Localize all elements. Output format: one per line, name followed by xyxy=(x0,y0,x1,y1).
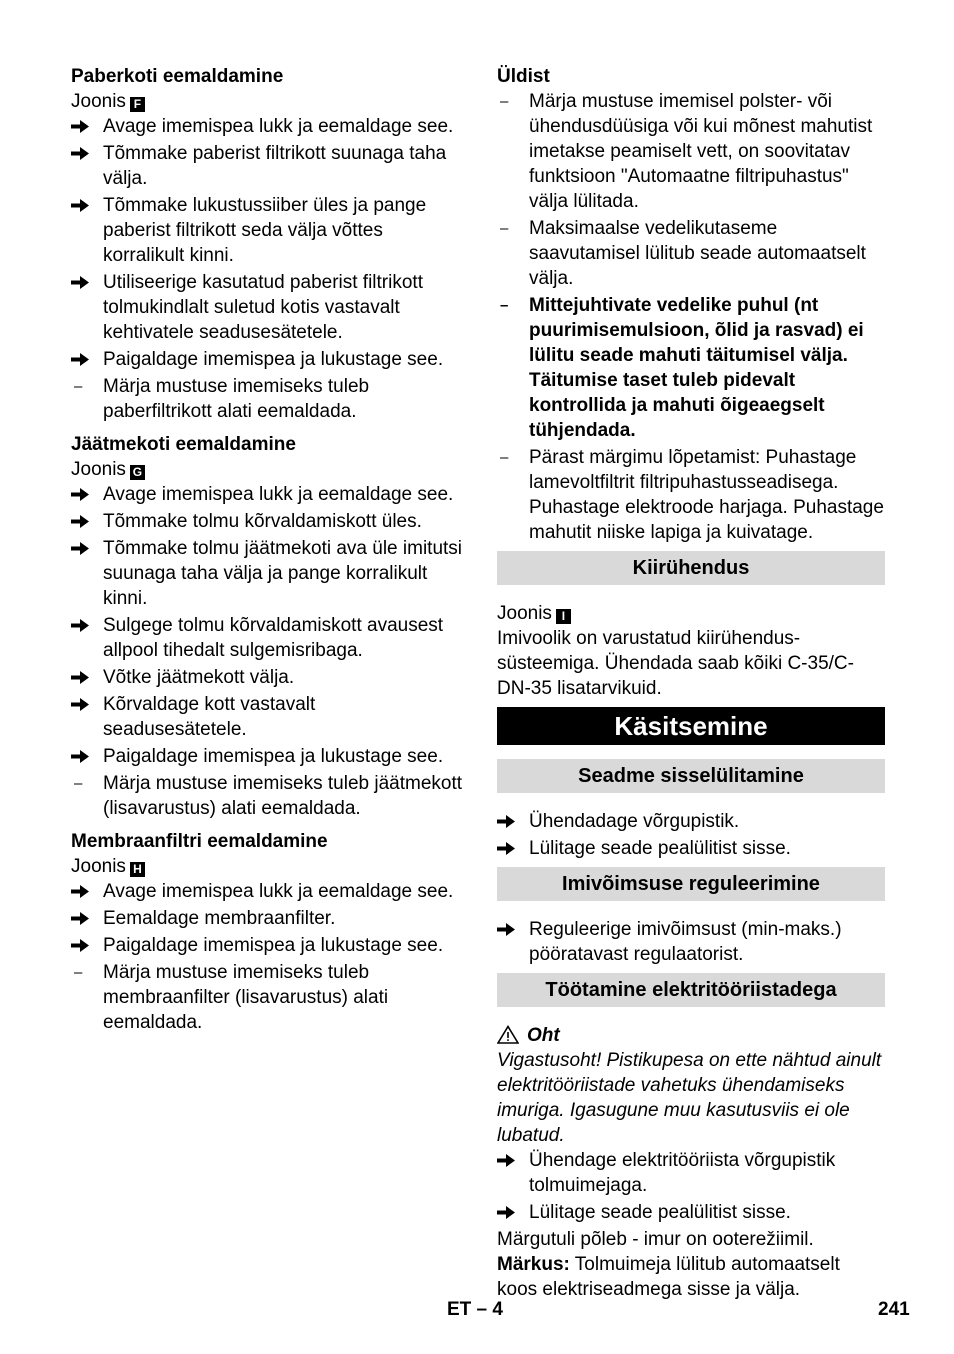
dash-item: – Märja mustuse imemisel polster- või ühendusdüüsiga või kui mõnest mahutist imetakse peamiselt vett, on soovitatav funktsioon "Automaatne filtripuhastus" välja lülitada. xyxy=(500,91,873,212)
arrow-icon xyxy=(71,114,95,134)
dash-item: – Märja mustuse imemiseks tuleb membraanfilter (lisavarustus) alati eemaldada. xyxy=(74,962,389,1033)
left-column xyxy=(71,64,463,1037)
footer-lang-page: ET – 4 xyxy=(447,1299,503,1320)
step-item: Avage imemispea lukk ja eemaldage see. xyxy=(71,879,463,904)
step-item: Kõrvaldage kott vastavalt seadusesätetele. xyxy=(71,692,463,742)
arrow-icon xyxy=(71,933,95,953)
note: Märkus: Tolmuimeja lülitub automaatselt koos elektriseadmega sisse ja välja. xyxy=(497,1254,840,1300)
arrow-icon xyxy=(497,1148,521,1168)
step-item: Ühendage elektritööriista võrgupistik tolmuimejaga. xyxy=(497,1148,885,1198)
page-number: 241 xyxy=(878,1299,910,1320)
step-item: Utiliseerige kasutatud paberist filtrikott tolmukindlalt suletud kotis vastavalt kehtivatele seadusesätetele. xyxy=(71,270,463,345)
step-item: Sulgege tolmu kõrvaldamiskott avausest allpool tihedalt sulgemisribaga. xyxy=(71,613,463,663)
step-item: Lülitage seade pealülitist sisse. xyxy=(497,836,885,861)
step-item: Avage imemispea lukk ja eemaldage see. xyxy=(71,482,463,507)
figure-reference: Joonis H xyxy=(71,854,463,879)
dash-item: – Pärast märgimu lõpetamist: Puhastage lamevoltfiltrit filtripuhastusseadisega. Puhastage elektroode harjaga. Puhastage mahutit niiske lapiga ja kuivatage. xyxy=(500,447,884,543)
chapter-banner: Käsitsemine xyxy=(497,707,885,745)
step-item: Ühendadage võrgupistik. xyxy=(497,809,885,834)
step-item: Tõmmake paberist filtrikott suunaga taha välja. xyxy=(71,141,463,191)
arrow-icon xyxy=(71,665,95,685)
arrow-icon xyxy=(71,906,95,926)
figure-reference: Joonis F xyxy=(71,89,463,114)
dash-marker: – xyxy=(74,964,83,981)
dash-item: – Maksimaalse vedelikutaseme saavutamisel lülitub seade automaatselt välja. xyxy=(500,218,866,289)
arrow-icon xyxy=(497,1200,521,1220)
step-item: Paigaldage imemispea ja lukustage see. xyxy=(71,744,463,769)
dash-item: – Märja mustuse imemiseks tuleb jäätmekott (lisavarustus) alati eemaldada. xyxy=(74,773,463,819)
arrow-icon xyxy=(497,917,521,937)
arrow-icon xyxy=(71,193,95,213)
step-item: Paigaldage imemispea ja lukustage see. xyxy=(71,933,463,958)
figure-label: I xyxy=(556,609,571,624)
dash-marker: – xyxy=(500,297,509,314)
figure-label: H xyxy=(130,862,145,877)
subsection-banner: Kiirühendus xyxy=(497,551,885,585)
status-text: Märgutuli põleb - imur on ooterežiimil. xyxy=(497,1229,814,1250)
section-title: Üldist xyxy=(497,66,550,87)
figure-label: F xyxy=(130,97,145,112)
arrow-icon xyxy=(71,744,95,764)
dash-item-warning: – Mittejuhtivate vedelike puhul (nt puurimisemulsioon, õlid ja rasvad) ei lülitu seade mahuti täitumisel välja. Täitumise taset tuleb pidevalt kontrollida ja mahuti õigeaegselt tühjendada. xyxy=(500,295,864,441)
arrow-icon xyxy=(497,809,521,829)
arrow-icon xyxy=(71,347,95,367)
dash-item: – Märja mustuse imemiseks tuleb paberfiltrikott alati eemaldada. xyxy=(74,376,370,422)
figure-reference: Joonis I xyxy=(497,601,885,626)
step-item: Lülitage seade pealülitist sisse. xyxy=(497,1200,885,1225)
dash-marker: – xyxy=(500,449,509,466)
paragraph: Imivoolik on varustatud kiirühendus-süsteemiga. Ühendada saab kõiki C-35/C-DN-35 lisatarvikuid. xyxy=(497,628,854,699)
arrow-icon xyxy=(71,692,95,712)
arrow-icon xyxy=(71,613,95,633)
step-item: Tõmmake tolmu jäätmekoti ava üle imitutsi suunaga taha välja ja pange korralikult kinni. xyxy=(71,536,463,611)
dash-marker: – xyxy=(74,378,83,395)
subsection-banner: Imivõimsuse reguleerimine xyxy=(497,867,885,901)
section-title: Jäätmekoti eemaldamine xyxy=(71,434,296,455)
arrow-icon xyxy=(497,836,521,856)
section-title: Paberkoti eemaldamine xyxy=(71,66,284,87)
step-item: Võtke jäätmekott välja. xyxy=(71,665,463,690)
danger-heading: Oht xyxy=(497,1023,885,1048)
section-title: Membraanfiltri eemaldamine xyxy=(71,831,328,852)
figure-reference: Joonis G xyxy=(71,457,463,482)
arrow-icon xyxy=(71,509,95,529)
subsection-banner: Seadme sisselülitamine xyxy=(497,759,885,793)
arrow-icon xyxy=(71,536,95,556)
step-item: Reguleerige imivõimsust (min-maks.) pööratavast regulaatorist. xyxy=(497,917,885,967)
arrow-icon xyxy=(71,270,95,290)
step-item: Tõmmake tolmu kõrvaldamiskott üles. xyxy=(71,509,463,534)
arrow-icon xyxy=(71,482,95,502)
dash-marker: – xyxy=(74,775,83,792)
step-item: Paigaldage imemispea ja lukustage see. xyxy=(71,347,463,372)
step-item: Eemaldage membraanfilter. xyxy=(71,906,463,931)
dash-marker: – xyxy=(500,93,509,110)
dash-marker: – xyxy=(500,220,509,237)
step-item: Tõmmake lukustussiiber üles ja pange paberist filtrikott seda välja võttes korralikult kinni. xyxy=(71,193,463,268)
step-item: Avage imemispea lukk ja eemaldage see. xyxy=(71,114,463,139)
figure-label: G xyxy=(130,465,145,480)
danger-text: Vigastusoht! Pistikupesa on ette nähtud ainult elektritööriistade vahetuks ühendamiseks imuriga. Igasugune muu kasutusviis ei ole lubatud. xyxy=(497,1050,882,1146)
arrow-icon xyxy=(71,141,95,161)
warning-triangle-icon xyxy=(497,1025,519,1044)
subsection-banner: Töötamine elektritööriistadega xyxy=(497,973,885,1007)
right-column xyxy=(497,64,885,1302)
arrow-icon xyxy=(71,879,95,899)
